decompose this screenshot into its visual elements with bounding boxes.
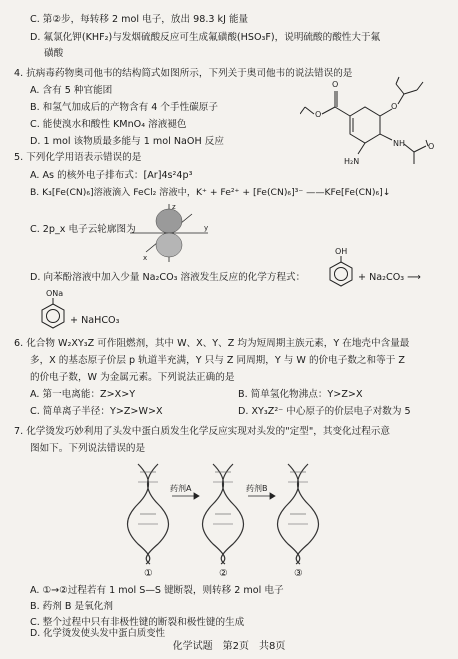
stage-3-label: ③: [294, 568, 303, 579]
q5-stem: 5. 下列化学用语表示错误的是: [14, 152, 142, 163]
oseltamivir-structure: [300, 76, 450, 170]
amide-nh: NH: [393, 139, 405, 148]
q7-option-a: A. ①→②过程若有 1 mol S—S 键断裂，则转移 2 mol 电子: [30, 585, 284, 596]
reagent-b-label: 药剂B: [246, 484, 268, 493]
q4-option-d: D. 1 mol 该物质最多能与 1 mol NaOH 反应: [30, 136, 224, 147]
q7-stem-line2: 图如下。下列说法错误的是: [30, 443, 146, 454]
ester-o: O: [315, 110, 322, 119]
amide-o: O: [428, 142, 435, 151]
q6-stem-line2: 多，X 的基态原子价层 p 轨道半充满，Y 只与 Z 同周期，Y 与 W 的价电子数之和等于 Z: [30, 355, 405, 366]
z-axis-label: z: [172, 203, 176, 211]
ester-carbonyl-o: O: [332, 80, 339, 89]
sodium-phenoxide-structure: [38, 288, 68, 332]
q5-d-reagent: + Na₂CO₃ ⟶: [358, 272, 421, 283]
q3-option-d-cont: 磺酸: [44, 48, 64, 59]
q5-option-d: D. 向苯酚溶液中加入少量 Na₂CO₃ 溶液发生反应的化学方程式：: [30, 272, 306, 283]
q4-option-c: C. 能使溴水和酸性 KMnO₄ 溶液褪色: [30, 119, 187, 130]
q5-option-b: B. K₃[Fe(CN)₆]溶液滴入 FeCl₂ 溶液中，K⁺ + Fe²⁺ + [Fe(CN)₆]³⁻ ——KFe[Fe(CN)₆]↓: [30, 187, 391, 198]
phenoxide-ona: ONa: [46, 289, 64, 298]
q5-option-a: A. As 的核外电子排布式：[Ar]4s²4p³: [30, 170, 193, 181]
y-axis-label: y: [204, 224, 209, 232]
q6-option-c: C. 简单离子半径：Y>Z>W>X: [30, 406, 163, 417]
q6-option-d: D. XY₃Z²⁻ 中心原子的价层电子对数为 5: [238, 406, 411, 417]
reagent-a-label: 药剂A: [170, 484, 192, 493]
q7-option-c: C. 整个过程中只有非极性键的断裂和极性键的生成: [30, 617, 245, 628]
q6-option-a: A. 第一电离能：Z>X>Y: [30, 389, 136, 400]
q6-stem-line1: 6. 化合物 W₂XY₃Z 可作阻燃剂，其中 W、X、Y、Z 均为短周期主族元素，Y 在地壳中含量最: [14, 338, 410, 349]
q7-option-d: D. 化学烫发使头发中蛋白质变性: [30, 628, 166, 639]
q4-option-b: B. 和氢气加成后的产物含有 4 个手性碳原子: [30, 102, 218, 113]
q7-option-b: B. 药剂 B 是氧化剂: [30, 601, 113, 612]
q3-option-c: C. 第②步，每转移 2 mol 电子，放出 98.3 kJ 能量: [30, 14, 249, 25]
x-axis-label: x: [143, 254, 148, 262]
q6-stem-line3: 的价电子数，W 为金属元素。下列说法正确的是: [30, 372, 235, 383]
ether-o: O: [391, 102, 398, 111]
page-footer: 化学试题 第2页 共8页: [172, 641, 286, 652]
q4-stem: 4. 抗病毒药物奥司他韦的结构简式如图所示，下列关于奥司他韦的说法错误的是: [14, 68, 353, 79]
q5-option-c: C. 2p_x 电子云轮廓图为: [30, 224, 136, 235]
q4-option-a: A. 含有 5 种官能团: [30, 85, 113, 96]
phenol-structure: [326, 246, 356, 290]
q6-option-b: B. 简单氢化物沸点：Y>Z>X: [238, 389, 363, 400]
q5-d-product: + NaHCO₃: [70, 315, 120, 326]
stage-2-label: ②: [219, 568, 228, 579]
q3-option-d: D. 氟氯化钾(KHF₂)与发烟硫酸反应可生成氟磺酸(HSO₃F)，说明硫酸的酸性大于氟: [30, 32, 381, 43]
stage-1-label: ①: [144, 568, 153, 579]
amine-h2n: H₂N: [344, 157, 360, 166]
q7-stem-line1: 7. 化学烫发巧妙利用了头发中蛋白质发生化学反应实现对头发的"定型"，其变化过程示意: [14, 426, 390, 437]
phenol-oh: OH: [335, 247, 348, 256]
hair-perm-diagram: [120, 458, 340, 568]
orbital-2px-diagram: [126, 202, 212, 264]
